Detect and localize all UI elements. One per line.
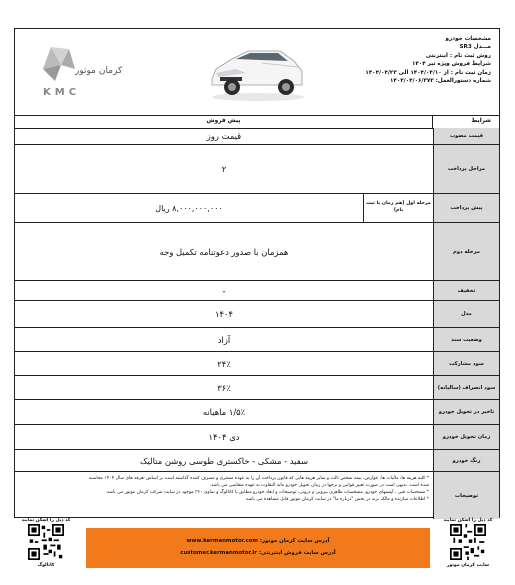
row-value: ۱۴۰۴: [215, 309, 233, 319]
note-line: شده است. بدیهی است در صورت تغییر قوانین و نرخها در زمان تحویل خودرو مابه التفاوت به عهده متقاضی می باشد.: [209, 483, 429, 488]
row-value: آزاد: [217, 334, 231, 345]
table-row: [15, 450, 499, 472]
row-value: دی ۱۴۰۴: [208, 432, 240, 442]
row-value: -: [222, 285, 226, 296]
notes-label: توضیحات: [433, 472, 499, 519]
qr-right-label: سایت کرمان موتور: [446, 563, 490, 568]
qr-left-label: کاتالوگ: [37, 563, 55, 568]
note-line: * مشخصات فنی ، آپشنهای خودرو، مشخصات ظاهری بیرونی و درونی، توضیحات و ابعاد خودرو مطابق با کاتالوگ و نماوی ۳۶۰ موجود در سایت شرکت کرمان موتور می باشد.: [105, 490, 429, 495]
table-row: [15, 376, 499, 400]
website-address[interactable]: آدرس سایت کرمان موتور: www.kermanmotor.com: [186, 538, 330, 544]
table-row: [15, 328, 499, 352]
row-label: سود مشارکت: [433, 352, 499, 375]
car-image: [202, 33, 312, 105]
row-value: ۲: [221, 164, 227, 174]
row-value: سفید - مشکی - خاکستری طوسی روشن متالیک: [140, 455, 308, 466]
notes-text: [19, 475, 429, 503]
brand-name: کرمان موتور: [75, 66, 123, 76]
row-label: سود انصراف (سالیانه): [433, 376, 499, 399]
spec-title: مشخصات خودرو: [445, 36, 491, 42]
payment-label: پیش پرداخت: [433, 194, 499, 222]
row-value: همزمان با صدور دعوتنامه تکمیل وجه: [159, 246, 289, 257]
footer-band: [86, 528, 430, 568]
head-conditions: شرایط: [471, 118, 491, 124]
payment-sub-label: مرحله اول (هم زمان با ثبت نام): [363, 194, 433, 222]
row-label: رنگ خودرو: [433, 450, 499, 471]
customer-site-address[interactable]: آدرس سایت فروش اینترنتی: customer.kermanmotor.ir: [180, 550, 336, 556]
row-value: ۱/۵٪ ماهیانه: [202, 407, 246, 417]
head-presale: پیش فروش: [15, 115, 433, 128]
brand-latin: KMC: [43, 87, 81, 98]
qr-left-caption: کد ذیل را اسکن نمایید: [21, 518, 71, 523]
payment-value: ۸,۰۰۰,۰۰۰,۰۰۰ ریال: [155, 203, 223, 213]
spec-method: روش ثبت نام : اینترنتی: [425, 52, 491, 59]
row-value: قیمت روز: [206, 131, 242, 141]
spec-sale: شرایط فروش ویژه تیر ۱۴۰۴: [411, 61, 491, 68]
table-row: [15, 425, 499, 450]
table-row: [15, 301, 499, 328]
table-row: [15, 128, 499, 145]
qr-right-caption: کد ذیل را اسکن نمایید: [443, 518, 493, 523]
table-row: [15, 145, 499, 194]
table-row: [15, 223, 499, 281]
row-label: زمان تحویل خودرو: [433, 425, 499, 449]
kmc-logo: [29, 39, 139, 105]
footer: [14, 520, 500, 576]
row-label: تخفیف: [433, 281, 499, 300]
payment-row: [15, 194, 499, 223]
qr-code-catalog[interactable]: [28, 524, 64, 560]
row-label: وضعیت سند: [433, 328, 499, 351]
row-value: ۲۴٪: [217, 358, 231, 369]
notes-row: [15, 472, 499, 519]
spec-instruction: شماره دستورالعمل: ۱۴۰۴/۰۴/۰۶/۳۷۳: [390, 78, 491, 85]
spec-lines: [331, 35, 491, 85]
table-head: [15, 115, 499, 129]
row-label: تاخیر در تحویل خودرو: [433, 400, 499, 424]
row-label: مراحل پرداخت: [433, 145, 499, 193]
row-value: ۳۶٪: [217, 382, 231, 393]
row-label: قیمت مصوب: [433, 128, 499, 144]
row-label: مدل: [433, 301, 499, 327]
table-row: [15, 352, 499, 376]
note-line: * اطلاعات سازنده و مالک برند در بخش "درباره ما" در سایت کرمان موتور قابل مشاهده می باشد.: [244, 497, 429, 502]
row-label: مرحله دوم: [433, 223, 499, 280]
table-row: [15, 281, 499, 301]
sheet-header: [15, 29, 499, 116]
note-line: * کلیه هزینه ها، مالیات ها، عوارض، بیمه شخص ثالث و سایر هزینه هایی که قانون پرداخت آن را به عهده مشتری و مصرف کننده گذاشته است بر اساس تعرفه های سال ۱۴۰۴ محاسبه: [88, 476, 429, 481]
spec-dates: زمان ثبت نام : از ۱۴۰۴/۰۴/۱۰ الی ۱۴۰۴/۰۴/۲۳: [365, 69, 491, 76]
table-row: [15, 400, 499, 425]
spec-model: مـــدل SR3: [459, 44, 491, 51]
qr-code-website[interactable]: [450, 524, 486, 560]
price-sheet: [14, 28, 500, 518]
